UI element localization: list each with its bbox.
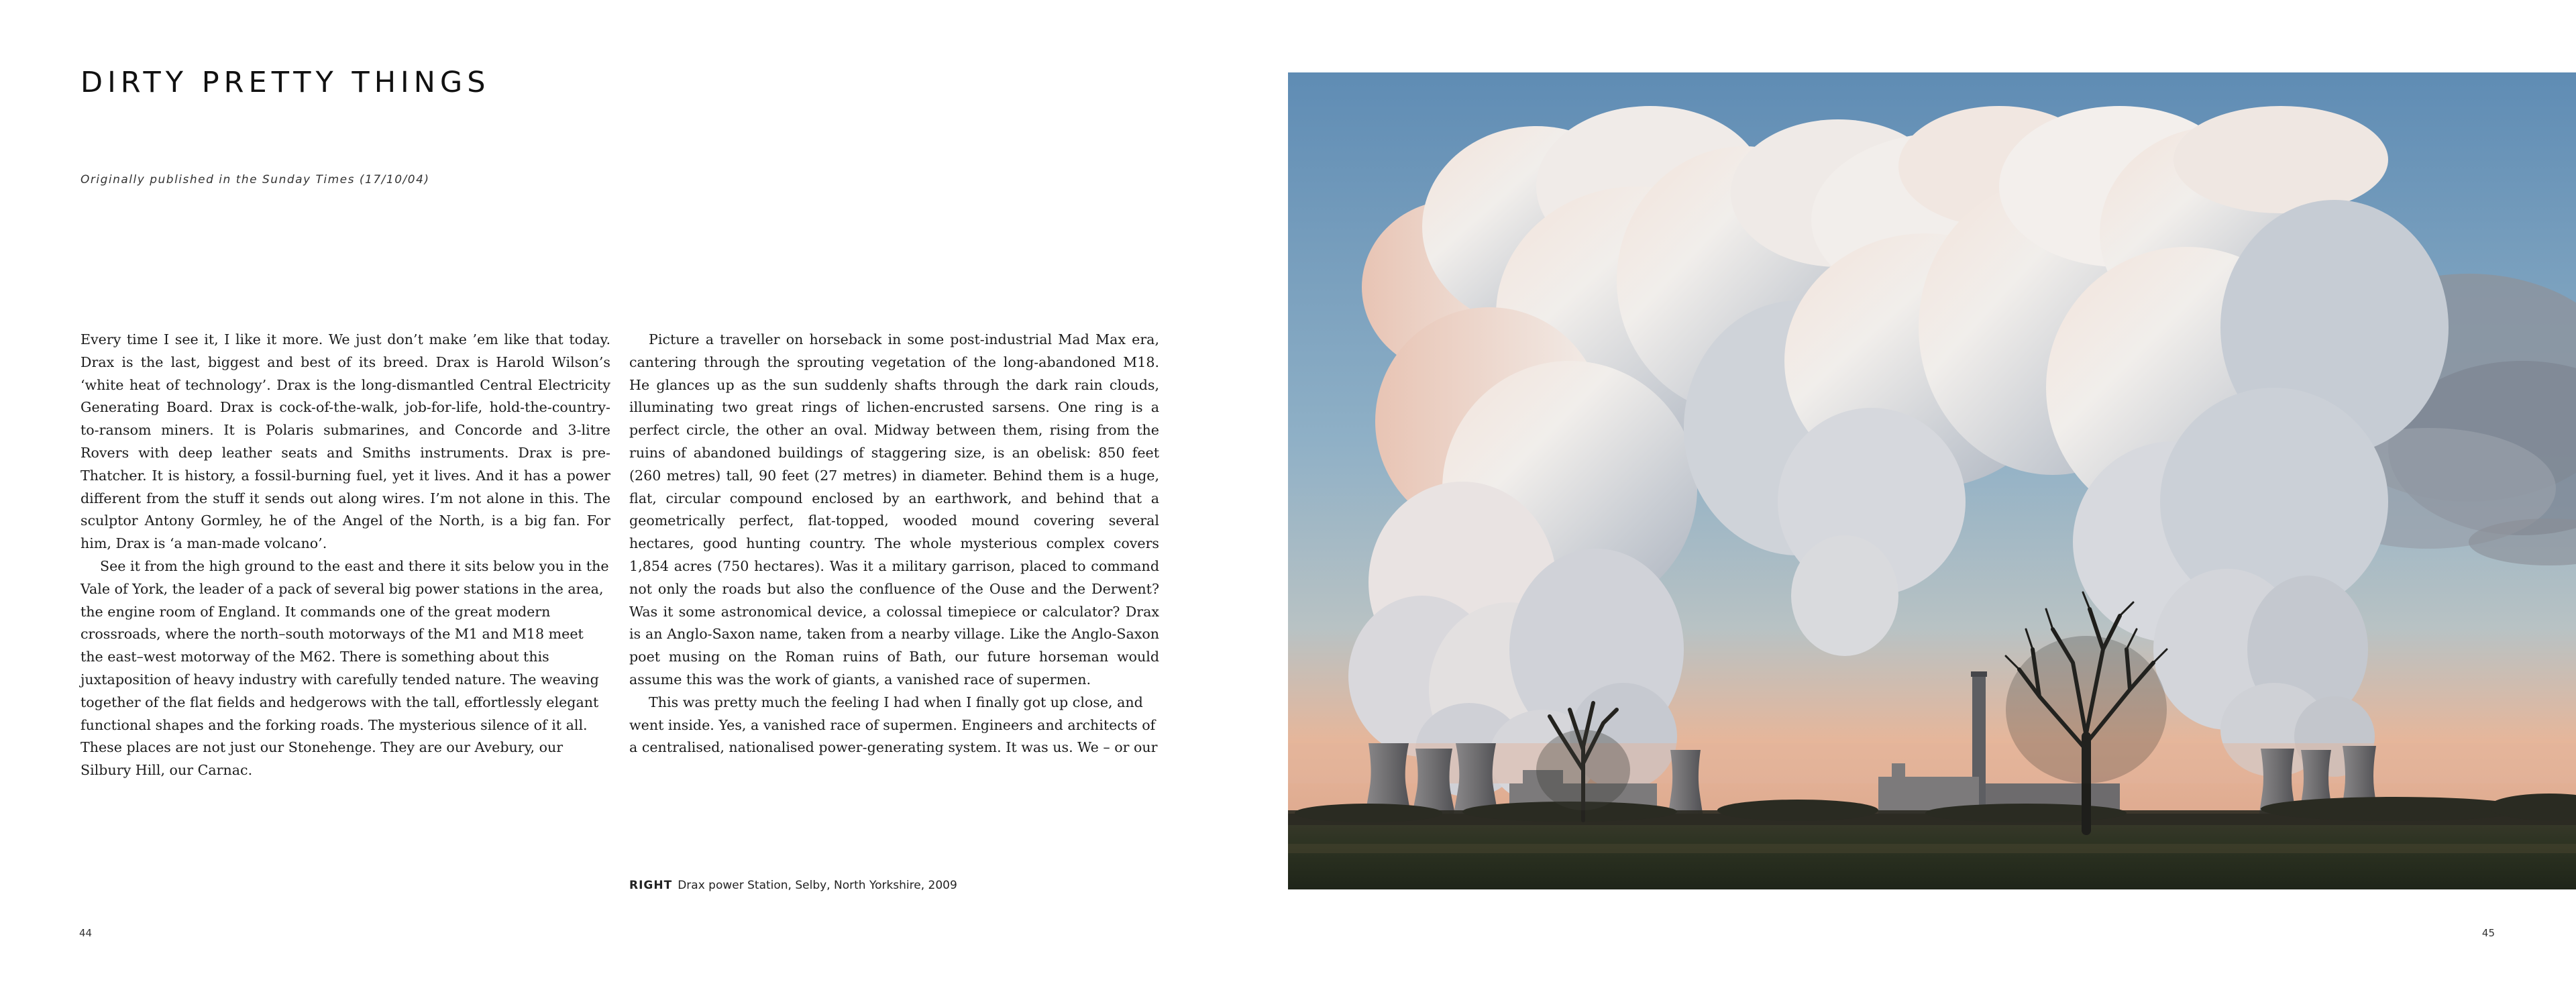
power-station-photo (1288, 72, 2576, 889)
publication-note: Originally published in the Sunday Times (17/10/04) (80, 173, 430, 186)
photo-caption (629, 879, 957, 892)
text-column-right (629, 329, 1159, 759)
page-number-left: 44 (79, 927, 93, 939)
paragraph: Every time I see it, I like it more. We just don’t make ’em like that today. Drax is the last, biggest and best of its breed. Drax is Harold Wilson’s ‘white heat of technology’. Drax is the long-dismantled Central Electricity Generating Board. Drax is cock-of-the-walk, job-for-life, hold-the-country-to-ransom miners. It is Polaris submarines, and Concorde and 3-litre Rovers with deep leather seats and Smiths instruments. Drax is pre-Thatcher. It is history, a fossil-burning fuel, yet it lives. And it has a power different from the stuff it sends out along wires. I’m not alone in this. The sculptor Antony Gormley, he of the Angel of the North, is a big fan. For him, Drax is ‘a man-made volcano’. (80, 331, 610, 552)
paragraph: This was pretty much the feeling I had when I finally got up close, and went inside. Yes, a vanished race of supermen. Engineers and architects of a centralised, nationalised power-generating system. It was us. We – or our (629, 694, 1158, 756)
caption-label: RIGHT (629, 879, 673, 892)
page-number-right: 45 (2481, 927, 2495, 939)
paragraph: See it from the high ground to the east and there it sits below you in the Vale of York, the leader of a pack of several big power stations in the area, the engine room of England. It commands one of the great modern crossroads, where the north–south motorways of the M1 and M18 meet the east–west motorway of the M62. There is something about this juxtaposition of heavy industry with carefully tended nature. The weaving together of the flat fields and hedgerows with the tall, effortlessly elegant functional shapes and the forking roads. The mysterious silence of it all. These places are not just our Stonehenge. They are our Avebury, our Silbury Hill, our Carnac. (80, 557, 609, 779)
text-column-left (80, 329, 610, 782)
caption-text: Drax power Station, Selby, North Yorkshire, 2009 (678, 879, 957, 892)
paragraph: Picture a traveller on horseback in some post-industrial Mad Max era, cantering through the sprouting vegetation of the long-abandoned M18. He glances up as the sun suddenly shafts through the dark rain clouds, illuminating two great rings of lichen-encrusted sarsens. One ring is a perfect circle, the other an oval. Midway between them, rising from the ruins of abandoned buildings of staggering size, is an obelisk: 850 feet (260 metres) tall, 90 feet (27 metres) in diameter. Behind them is a huge, flat, circular compound enclosed by an earthwork, and behind that a geometrically perfect, flat-topped, wooded mound covering several hectares, good hunting country. The whole mysterious complex covers 1,854 acres (750 hectares). Was it a military garrison, placed to command not only the roads but also the confluence of the Ouse and the Derwent? Was it some astronomical device, a colossal timepiece or calculator? Drax is an Anglo-Saxon name, taken from a nearby village. Like the Anglo-Saxon poet musing on the Roman ruins of Bath, our future horseman would assume this was the work of giants, a vanished race of supermen. (629, 331, 1159, 688)
chapter-title: DIRTY PRETTY THINGS (80, 66, 490, 99)
photo-illustration (1288, 72, 2576, 889)
